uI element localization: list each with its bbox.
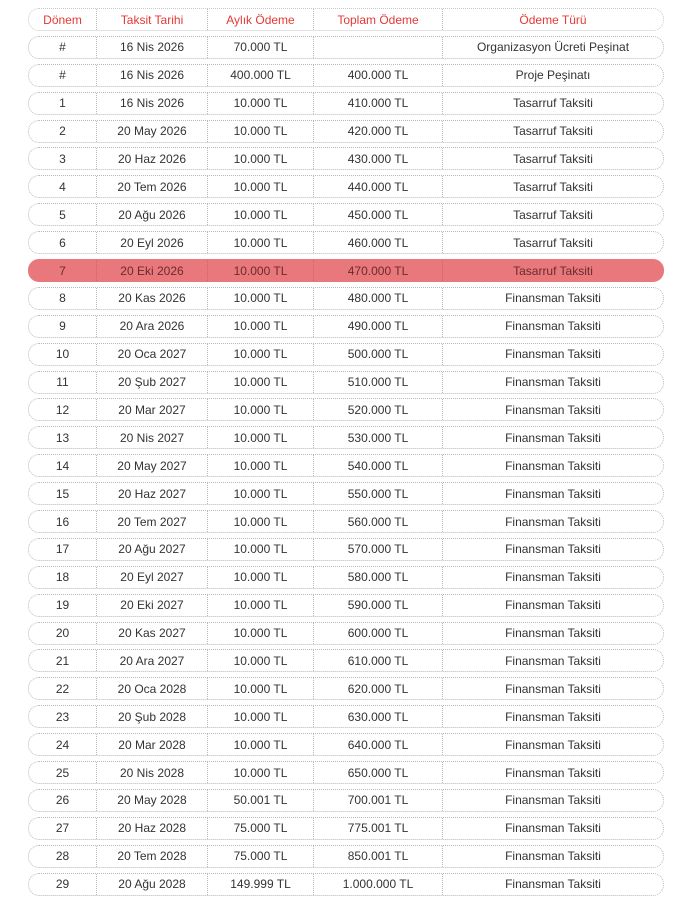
cell-installment-date: 20 May 2028 (97, 790, 208, 811)
cell-monthly-payment: 10.000 TL (208, 427, 314, 448)
cell-period: 16 (29, 511, 97, 532)
cell-monthly-payment: 10.000 TL (208, 623, 314, 644)
cell-period: 4 (29, 176, 97, 197)
cell-total-payment: 490.000 TL (314, 316, 443, 337)
cell-period: 10 (29, 344, 97, 365)
cell-monthly-payment: 10.000 TL (208, 260, 314, 281)
cell-monthly-payment: 10.000 TL (208, 204, 314, 225)
cell-period: 27 (29, 818, 97, 839)
table-row (28, 622, 664, 645)
cell-monthly-payment: 10.000 TL (208, 706, 314, 727)
cell-period: 14 (29, 455, 97, 476)
cell-payment-type: Finansman Taksiti (505, 430, 601, 445)
cell-payment-type: Finansman Taksiti (505, 821, 601, 836)
cell-installment-date: 20 Ağu 2027 (97, 539, 208, 560)
cell-monthly-payment: 10.000 TL (208, 539, 314, 560)
cell-total-payment: 1.000.000 TL (314, 874, 443, 895)
cell-installment-date: 20 May 2026 (97, 121, 208, 142)
cell-total-payment: 410.000 TL (314, 93, 443, 114)
cell-monthly-payment: 10.000 TL (208, 372, 314, 393)
cell-installment-date: 20 Mar 2027 (97, 399, 208, 420)
cell-installment-date: 20 Ara 2027 (97, 650, 208, 671)
table-row (28, 845, 664, 868)
cell-payment-type: Finansman Taksiti (505, 626, 601, 641)
cell-total-payment: 590.000 TL (314, 595, 443, 616)
cell-installment-date: 20 Tem 2028 (97, 846, 208, 867)
cell-installment-date: 20 Nis 2028 (97, 762, 208, 783)
cell-period: 18 (29, 567, 97, 588)
cell-payment-type: Finansman Taksiti (505, 793, 601, 808)
cell-period: 5 (29, 204, 97, 225)
cell-payment-type: Tasarruf Taksiti (513, 179, 593, 194)
cell-installment-date: 20 Tem 2027 (97, 511, 208, 532)
cell-period: 8 (29, 288, 97, 309)
cell-total-payment: 640.000 TL (314, 734, 443, 755)
cell-monthly-payment: 70.000 TL (208, 37, 314, 58)
cell-installment-date: 20 Ara 2026 (97, 316, 208, 337)
cell-total-payment: 480.000 TL (314, 288, 443, 309)
cell-period: 24 (29, 734, 97, 755)
cell-period: 20 (29, 623, 97, 644)
table-row (28, 817, 664, 840)
cell-period: 7 (29, 260, 97, 281)
table-row (28, 454, 664, 477)
cell-total-payment: 580.000 TL (314, 567, 443, 588)
cell-monthly-payment: 10.000 TL (208, 650, 314, 671)
table-row (28, 315, 664, 338)
cell-payment-type: Finansman Taksiti (505, 765, 601, 780)
cell-installment-date: 16 Nis 2026 (97, 93, 208, 114)
cell-total-payment: 550.000 TL (314, 483, 443, 504)
cell-period: 9 (29, 316, 97, 337)
table-row (28, 203, 664, 226)
cell-payment-type: Finansman Taksiti (505, 375, 601, 390)
cell-monthly-payment: 10.000 TL (208, 483, 314, 504)
cell-installment-date: 20 May 2027 (97, 455, 208, 476)
cell-period: 23 (29, 706, 97, 727)
table-row (28, 426, 664, 449)
table-row (28, 510, 664, 533)
cell-installment-date: 20 Ağu 2026 (97, 204, 208, 225)
cell-installment-date: 20 Haz 2026 (97, 148, 208, 169)
table-row (28, 175, 664, 198)
cell-installment-date: 20 Eki 2026 (97, 260, 208, 281)
cell-period: 12 (29, 399, 97, 420)
table-body (28, 36, 664, 896)
table-row (28, 147, 664, 170)
cell-period: # (29, 37, 97, 58)
cell-installment-date: 20 Şub 2027 (97, 372, 208, 393)
cell-payment-type: Finansman Taksiti (505, 598, 601, 613)
cell-payment-type: Finansman Taksiti (505, 402, 601, 417)
cell-payment-type: Tasarruf Taksiti (513, 96, 593, 111)
cell-payment-type: Finansman Taksiti (505, 737, 601, 752)
cell-period: 19 (29, 595, 97, 616)
cell-payment-type: Tasarruf Taksiti (513, 124, 593, 139)
cell-monthly-payment: 10.000 TL (208, 595, 314, 616)
cell-payment-type: Finansman Taksiti (505, 877, 601, 892)
cell-total-payment: 570.000 TL (314, 539, 443, 560)
cell-monthly-payment: 10.000 TL (208, 762, 314, 783)
cell-payment-type: Finansman Taksiti (505, 849, 601, 864)
cell-monthly-payment: 10.000 TL (208, 232, 314, 253)
table-row (28, 92, 664, 115)
table-row (28, 231, 664, 254)
cell-payment-type: Tasarruf Taksiti (513, 151, 593, 166)
cell-payment-type: Organizasyon Ücreti Peşinat (476, 40, 630, 55)
table-row (28, 36, 664, 59)
cell-total-payment: 400.000 TL (314, 65, 443, 86)
cell-total-payment: 420.000 TL (314, 121, 443, 142)
cell-total-payment: 520.000 TL (314, 399, 443, 420)
header-period: Dönem (29, 9, 97, 30)
cell-payment-type: Finansman Taksiti (505, 486, 601, 501)
cell-installment-date: 20 Tem 2026 (97, 176, 208, 197)
cell-period: 29 (29, 874, 97, 895)
cell-monthly-payment: 400.000 TL (208, 65, 314, 86)
cell-installment-date: 20 Haz 2028 (97, 818, 208, 839)
table-row (28, 761, 664, 784)
cell-period: # (29, 65, 97, 86)
cell-monthly-payment: 10.000 TL (208, 399, 314, 420)
cell-monthly-payment: 10.000 TL (208, 176, 314, 197)
cell-payment-type: Finansman Taksiti (505, 291, 601, 306)
cell-payment-type: Tasarruf Taksiti (513, 207, 593, 222)
cell-period: 6 (29, 232, 97, 253)
cell-total-payment: 530.000 TL (314, 427, 443, 448)
cell-payment-type: Finansman Taksiti (505, 347, 601, 362)
cell-payment-type: Finansman Taksiti (505, 653, 601, 668)
cell-monthly-payment: 10.000 TL (208, 511, 314, 532)
cell-installment-date: 20 Ağu 2028 (97, 874, 208, 895)
cell-installment-date: 20 Eyl 2027 (97, 567, 208, 588)
table-row (28, 64, 664, 87)
cell-period: 21 (29, 650, 97, 671)
table-row (28, 873, 664, 896)
table-row (28, 371, 664, 394)
cell-installment-date: 20 Şub 2028 (97, 706, 208, 727)
cell-total-payment: 700.001 TL (314, 790, 443, 811)
cell-payment-type: Finansman Taksiti (505, 709, 601, 724)
header-installment-date: Taksit Tarihi (97, 9, 208, 30)
cell-period: 1 (29, 93, 97, 114)
cell-monthly-payment: 10.000 TL (208, 734, 314, 755)
table-row (28, 538, 664, 561)
cell-monthly-payment: 75.000 TL (208, 818, 314, 839)
table-row (28, 789, 664, 812)
cell-installment-date: 20 Nis 2027 (97, 427, 208, 448)
cell-installment-date: 20 Eki 2027 (97, 595, 208, 616)
cell-total-payment: 620.000 TL (314, 678, 443, 699)
cell-total-payment (314, 37, 443, 58)
cell-monthly-payment: 10.000 TL (208, 316, 314, 337)
table-row (28, 733, 664, 756)
cell-total-payment: 600.000 TL (314, 623, 443, 644)
table-row (28, 398, 664, 421)
cell-installment-date: 20 Kas 2026 (97, 288, 208, 309)
cell-installment-date: 20 Haz 2027 (97, 483, 208, 504)
cell-period: 17 (29, 539, 97, 560)
cell-total-payment: 540.000 TL (314, 455, 443, 476)
cell-total-payment: 440.000 TL (314, 176, 443, 197)
cell-total-payment: 510.000 TL (314, 372, 443, 393)
cell-monthly-payment: 149.999 TL (208, 874, 314, 895)
table-row (28, 259, 664, 282)
cell-payment-type: Finansman Taksiti (505, 542, 601, 557)
table-row (28, 705, 664, 728)
cell-total-payment: 460.000 TL (314, 232, 443, 253)
cell-period: 28 (29, 846, 97, 867)
cell-period: 13 (29, 427, 97, 448)
cell-installment-date: 20 Oca 2028 (97, 678, 208, 699)
cell-period: 11 (29, 372, 97, 393)
table-row (28, 482, 664, 505)
cell-monthly-payment: 10.000 TL (208, 344, 314, 365)
table-row (28, 594, 664, 617)
cell-payment-type: Finansman Taksiti (505, 319, 601, 334)
cell-period: 25 (29, 762, 97, 783)
cell-installment-date: 16 Nis 2026 (97, 37, 208, 58)
header-total-payment: Toplam Ödeme (314, 9, 443, 30)
cell-period: 3 (29, 148, 97, 169)
cell-payment-type: Finansman Taksiti (505, 570, 601, 585)
cell-installment-date: 20 Mar 2028 (97, 734, 208, 755)
cell-total-payment: 500.000 TL (314, 344, 443, 365)
cell-installment-date: 20 Oca 2027 (97, 344, 208, 365)
cell-period: 2 (29, 121, 97, 142)
cell-total-payment: 630.000 TL (314, 706, 443, 727)
cell-payment-type: Finansman Taksiti (505, 514, 601, 529)
cell-total-payment: 850.001 TL (314, 846, 443, 867)
table-header-row (28, 8, 664, 31)
table-row (28, 677, 664, 700)
table-row (28, 649, 664, 672)
table-row (28, 287, 664, 310)
cell-payment-type: Finansman Taksiti (505, 458, 601, 473)
cell-total-payment: 650.000 TL (314, 762, 443, 783)
cell-total-payment: 775.001 TL (314, 818, 443, 839)
cell-monthly-payment: 10.000 TL (208, 93, 314, 114)
cell-monthly-payment: 10.000 TL (208, 148, 314, 169)
cell-period: 22 (29, 678, 97, 699)
table-row (28, 343, 664, 366)
header-monthly-payment: Aylık Ödeme (208, 9, 314, 30)
cell-period: 26 (29, 790, 97, 811)
cell-installment-date: 20 Eyl 2026 (97, 232, 208, 253)
cell-total-payment: 560.000 TL (314, 511, 443, 532)
cell-monthly-payment: 10.000 TL (208, 455, 314, 476)
cell-monthly-payment: 10.000 TL (208, 567, 314, 588)
cell-total-payment: 470.000 TL (314, 260, 443, 281)
header-payment-type: Ödeme Türü (519, 12, 587, 27)
table-row (28, 566, 664, 589)
payment-schedule-table (28, 8, 664, 901)
table-row (28, 120, 664, 143)
cell-monthly-payment: 10.000 TL (208, 678, 314, 699)
cell-payment-type: Tasarruf Taksiti (513, 235, 593, 250)
cell-period: 15 (29, 483, 97, 504)
cell-total-payment: 610.000 TL (314, 650, 443, 671)
cell-monthly-payment: 10.000 TL (208, 288, 314, 309)
cell-installment-date: 20 Kas 2027 (97, 623, 208, 644)
cell-monthly-payment: 50.001 TL (208, 790, 314, 811)
cell-payment-type: Tasarruf Taksiti (513, 263, 593, 278)
cell-installment-date: 16 Nis 2026 (97, 65, 208, 86)
cell-payment-type: Finansman Taksiti (505, 681, 601, 696)
cell-monthly-payment: 75.000 TL (208, 846, 314, 867)
cell-monthly-payment: 10.000 TL (208, 121, 314, 142)
cell-total-payment: 450.000 TL (314, 204, 443, 225)
cell-payment-type: Proje Peşinatı (515, 68, 591, 83)
cell-total-payment: 430.000 TL (314, 148, 443, 169)
